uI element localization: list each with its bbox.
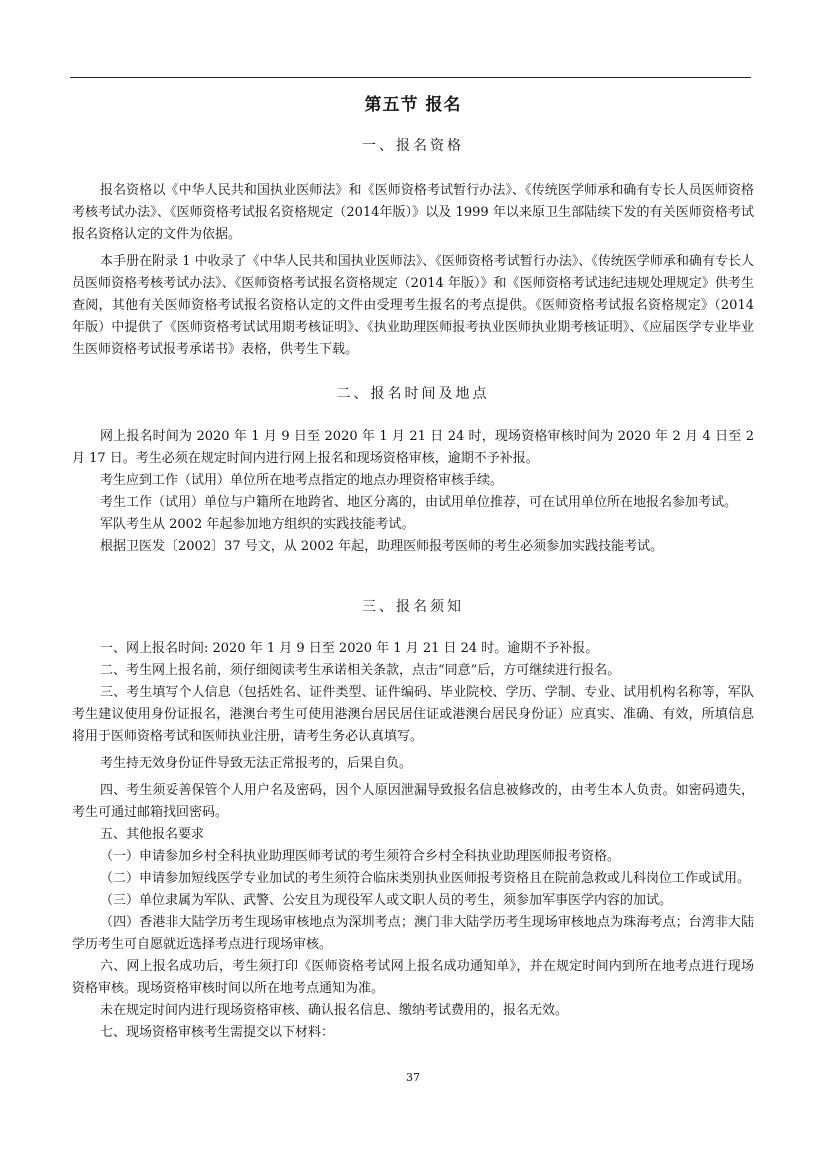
paragraph: 网上报名时间为 2020 年 1 月 9 日至 2020 年 1 月 21 日 24 时，现场资格审核时间为 2020 年 2 月 4 日至 2 月 17 日。考生必须在规定时间内进行网上报名和现场资格审核，逾期不予补报。: [72, 429, 754, 466]
paragraph: 考生应到工作（试用）单位所在地考点指定的地点办理资格审核手续。: [100, 473, 504, 488]
paragraph: 二、考生网上报名前，须仔细阅读考生承诺相关条款，点击“同意”后，方可继续进行报名。: [100, 663, 621, 678]
paragraph: （四）香港非大陆学历考生现场审核地点为深圳考点；澳门非大陆学历考生现场审核地点为珠海考点；台湾非大陆学历考生可自愿就近选择考点进行现场审核。: [72, 915, 754, 952]
paragraph: 考生工作（试用）单位与户籍所在地跨省、地区分离的，由试用单位推荐，可在试用单位所在地报名参加考试。: [100, 495, 738, 510]
section-heading-notices: 三、报名须知: [362, 599, 464, 615]
header-rule: [70, 77, 751, 78]
paragraph: （二）申请参加短线医学专业加试的考生须符合临床类别执业医师报考资格且在院前急救或儿科岗位工作或试用。: [100, 871, 751, 886]
paragraph: 根据卫医发〔2002〕37 号文，从 2002 年起，助理医师报考医师的考生必须参加实践技能考试。: [100, 539, 664, 554]
section-body-qualification: [72, 180, 754, 361]
paragraph: 考生持无效身份证件导致无法正常报考的，后果自负。: [100, 756, 413, 771]
page-title: 第五节 报名: [364, 95, 462, 115]
paragraph: 三、考生填写个人信息（包括姓名、证件类型、证件编码、毕业院校、学历、学制、专业、试用机构名称等，军队考生建议使用身份证报名，港澳台考生可使用港澳台居民居住证或港澳台居民身份证）应真实、准确、有效，所填信息将用于医师资格考试和医师执业注册，请考生务必认真填写。: [72, 685, 754, 744]
paragraph: 未在规定时间内进行现场资格审核、确认报名信息、缴纳考试费用的，报名无效。: [100, 1003, 569, 1018]
paragraph: 五、其他报名要求: [100, 827, 205, 842]
paragraph: 七、现场资格审核考生需提交以下材料：: [100, 1025, 335, 1040]
paragraph: 本手册在附录 1 中收录了《中华人民共和国执业医师法》、《医师资格考试暂行办法》、《传统医学师承和确有专长人员医师资格考核考试办法》、《医师资格考试报名资格规定（2014 年版）》和《医师资格考试违纪违规处理规定》供考生查阅，其他有关医师资格考试报名资格认定的文件由受理考生报名的考点提供。《医师资格考试报名资格规定》（2014 年版）中提供了《医师资格考试试用期考核证明》、《执业助理医师报考执业医师执业期考核证明》、《应届医学专业毕业生医师资格考试报考承诺书》表格，供考生下载。: [72, 254, 754, 357]
paragraph: 军队考生从 2002 年起参加地方组织的实践技能考试。: [100, 517, 415, 532]
section-heading-time-location: 二、报名时间及地点: [336, 386, 490, 402]
section-heading-qualification: 一、报名资格: [362, 138, 464, 154]
section-body-notices: [72, 638, 754, 1044]
paragraph: 一、网上报名时间: 2020 年 1 月 9 日至 2020 年 1 月 21 日 24 时。逾期不予补报。: [100, 641, 599, 656]
page-number: 37: [406, 1071, 420, 1084]
paragraph: 六、网上报名成功后，考生须打印《医师资格考试网上报名成功通知单》，并在规定时间内到所在地考点进行现场资格审核。现场资格审核时间以所在地考点通知为准。: [72, 959, 754, 996]
paragraph: （一）申请参加乡村全科执业助理医师考试的考生须符合乡村全科执业助理医师报考资格。: [100, 849, 621, 864]
paragraph: （三）单位隶属为军队、武警、公安且为现役军人或文职人员的考生，须参加军事医学内容的加试。: [100, 893, 673, 908]
section-body-time-location: [72, 426, 754, 558]
paragraph: 四、考生须妥善保管个人用户名及密码，因个人原因泄漏导致报名信息被修改的，由考生本人负责。如密码遗失，考生可通过邮箱找回密码。: [72, 783, 754, 820]
paragraph: 报名资格以《中华人民共和国执业医师法》和《医师资格考试暂行办法》、《传统医学师承和确有专长人员医师资格考核考试办法》、《医师资格考试报名资格规定（2014年版）》以及 1999 年以来原卫生部陆续下发的有关医师资格考试报名资格认定的文件为依据。: [72, 183, 754, 242]
